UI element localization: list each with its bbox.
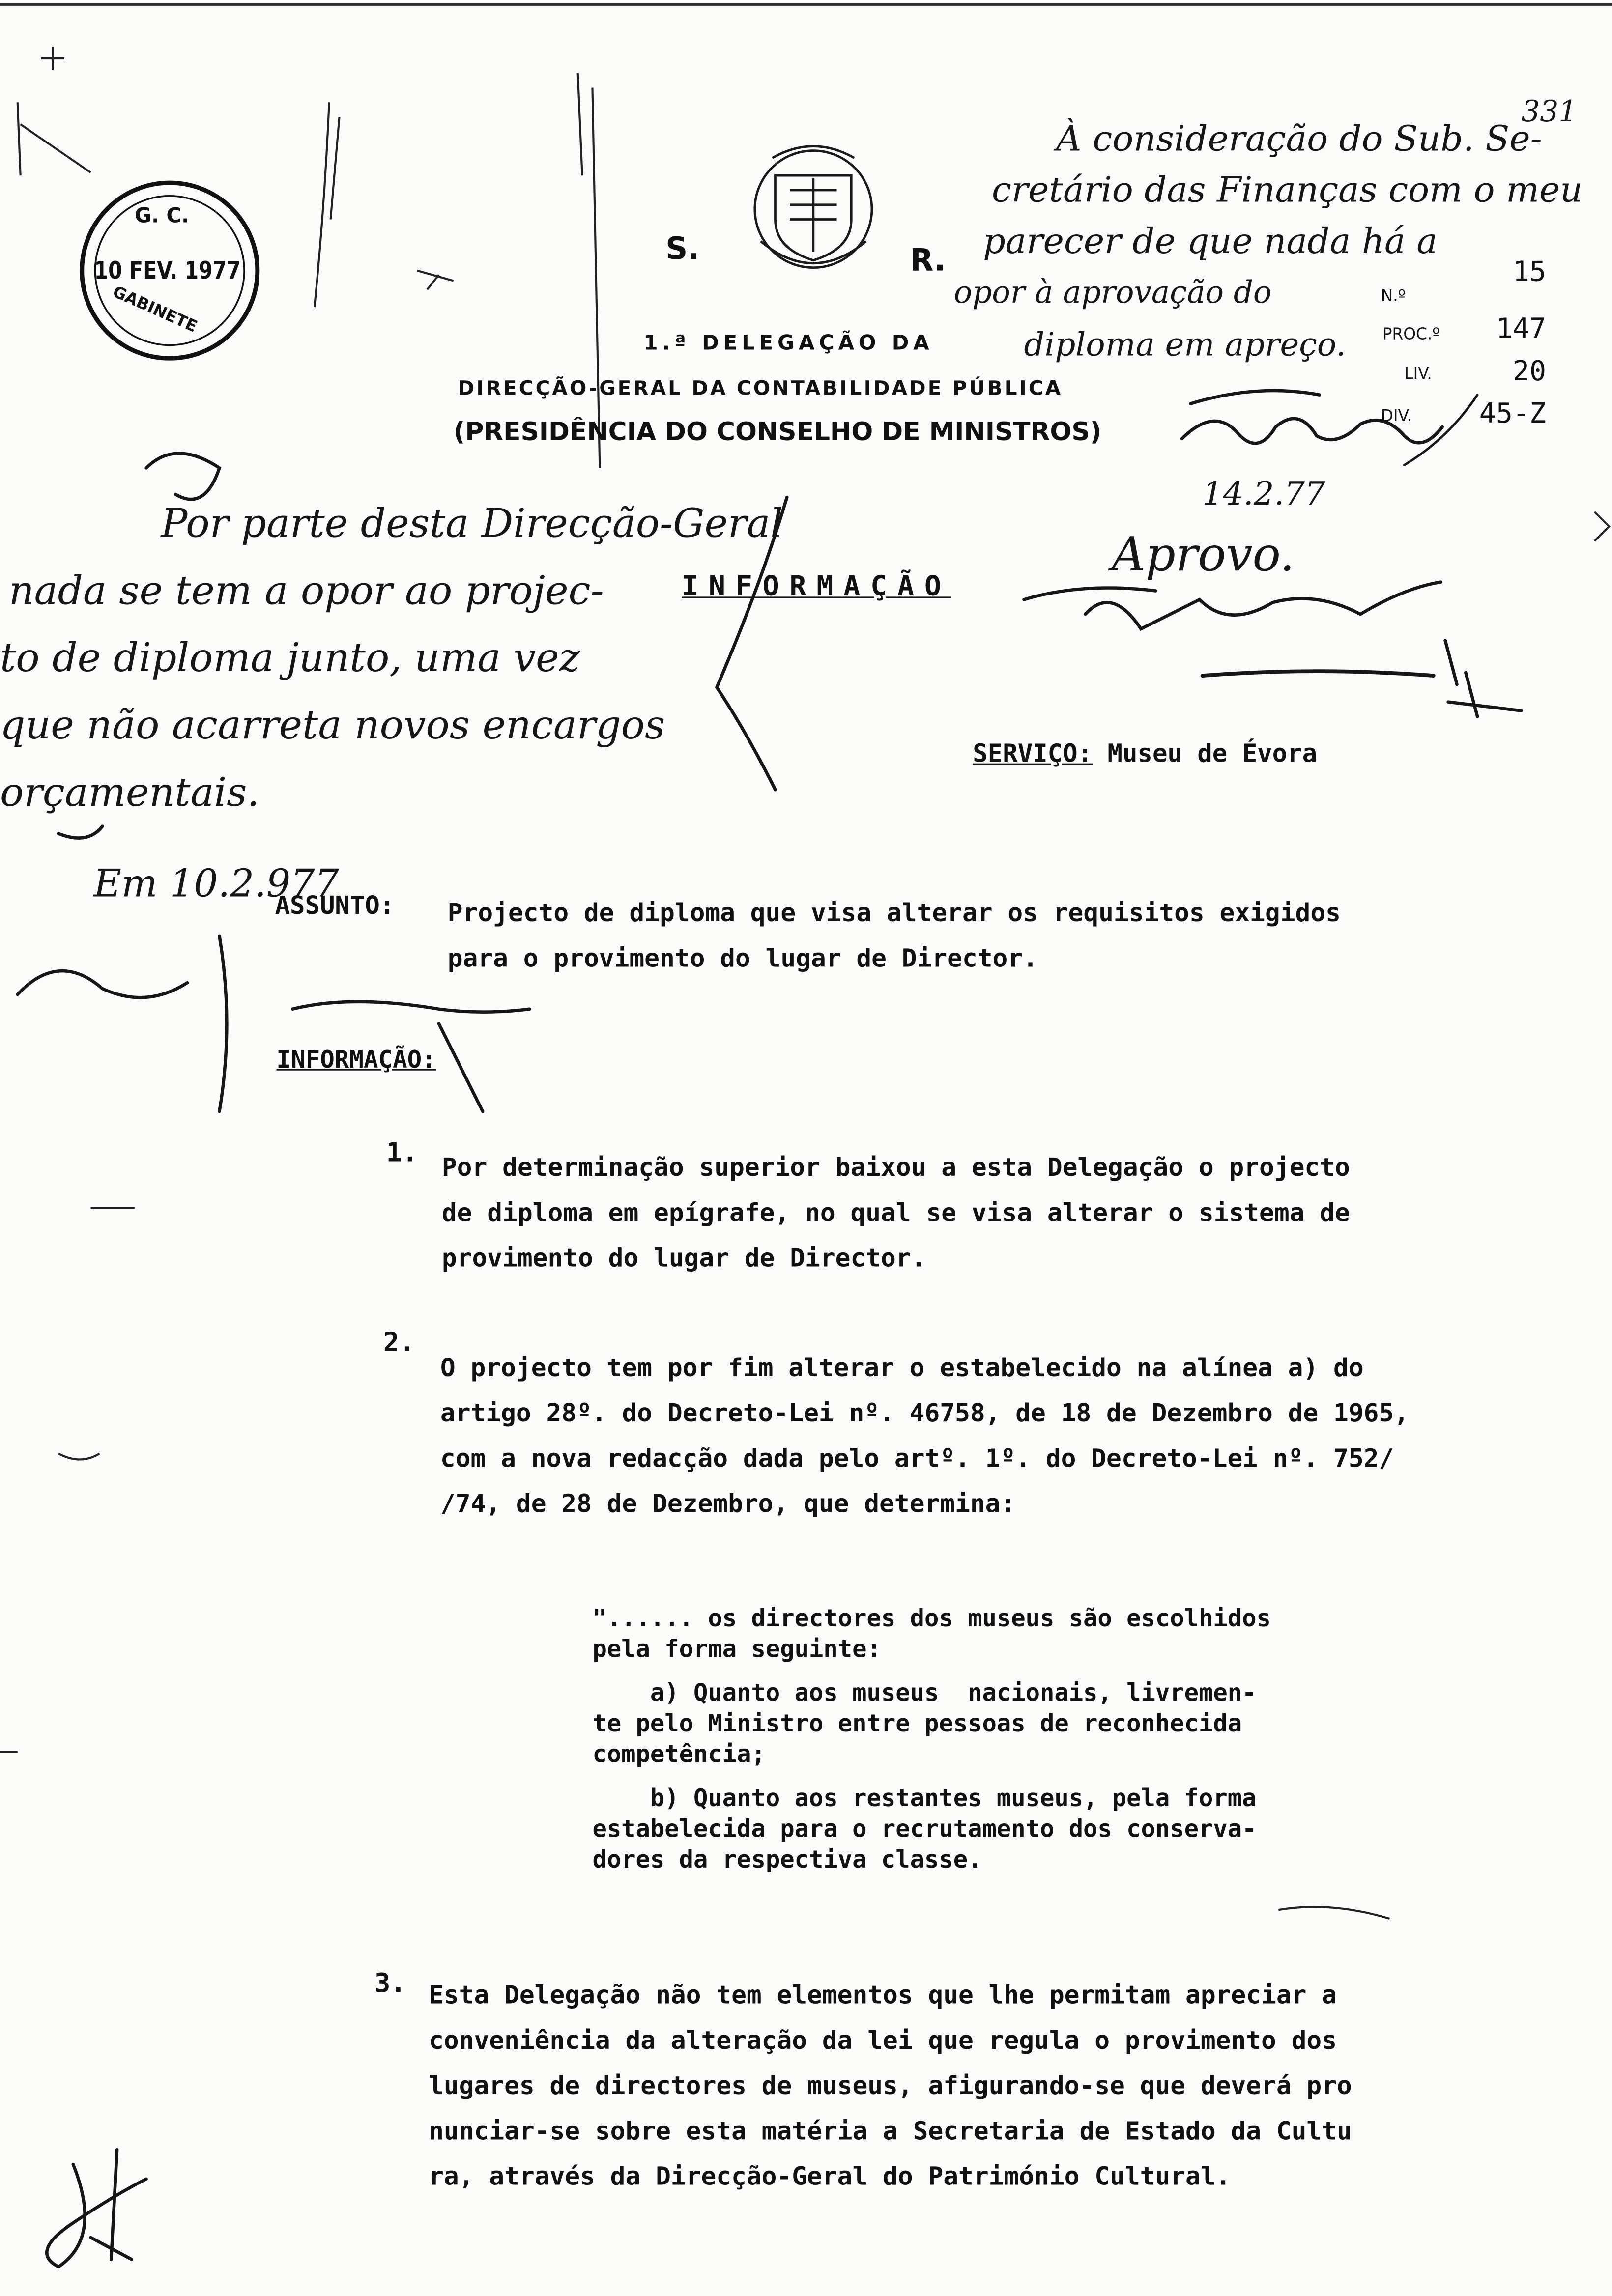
paragraph-line: provimento do lugar de Director.: [441, 1244, 926, 1274]
note-line: que não acarreta novos encargos: [0, 703, 665, 749]
servico-line: [973, 740, 1317, 769]
letterhead-r: R.: [910, 243, 946, 278]
paragraph-1: [442, 1146, 1350, 1282]
liv-label: LIV.: [1404, 364, 1432, 383]
assunto-text: [448, 892, 1341, 983]
note-line-diploma: diploma em apreço.: [1024, 327, 1347, 365]
assunto-line: para o provimento do lugar de Director.: [447, 944, 1038, 974]
quote-line: b) Quanto aos restantes museus, pela forma: [592, 1784, 1257, 1812]
letterhead-line1: 1.ª DELEGAÇÃO DA: [643, 332, 934, 356]
servico-value: Museu de Évora: [1107, 740, 1318, 769]
note-line: nada se tem a opor ao projec-: [8, 568, 604, 615]
quote-line: pela forma seguinte:: [592, 1635, 881, 1663]
quote-line: te pelo Ministro entre pessoas de reconhecida: [592, 1709, 1242, 1737]
quote-line: a) Quanto aos museus nacionais, livremen-: [592, 1678, 1257, 1707]
paragraph-line: nunciar-se sobre esta matéria a Secretaria de Estado da Cultu: [429, 2117, 1352, 2147]
note-line: opor à aprovação do: [953, 275, 1272, 310]
stamp-top: G. C.: [134, 204, 189, 228]
paragraph-line: artigo 28º. do Decreto-Lei nº. 46758, de 18 de Dezembro de 1965,: [440, 1399, 1410, 1429]
quote-line: estabelecida para o recrutamento dos conserva-: [592, 1814, 1257, 1843]
assunto-line: Projecto de diploma que visa alterar os requisitos exigidos: [447, 899, 1341, 929]
proc-label: PROC.º: [1382, 324, 1440, 344]
document-heading: INFORMAÇÃO: [682, 570, 951, 603]
assunto-label: ASSUNTO:: [275, 892, 395, 922]
paragraph-3-number: 3.: [374, 1968, 406, 1999]
div-label: DIV.: [1381, 406, 1412, 426]
quote-line: dores da respectiva classe.: [592, 1845, 982, 1873]
approval-text: Aprovo.: [1112, 526, 1295, 582]
paragraph-line: de diploma em epígrafe, no qual se visa alterar o sistema de: [441, 1199, 1350, 1229]
no-value: 15: [1512, 255, 1547, 288]
note-line: À consideração do Sub. Se-: [1056, 118, 1542, 160]
paragraph-2-number: 2.: [383, 1328, 415, 1359]
note-line: orçamentais.: [0, 770, 259, 816]
paragraph-line: /74, de 28 de Dezembro, que determina:: [440, 1490, 1016, 1520]
paragraph-line: Por determinação superior baixou a esta Delegação o projecto: [441, 1154, 1350, 1183]
handwritten-note-top-right: [953, 114, 1583, 319]
paragraph-line: O projecto tem por fim alterar o estabelecido na alínea a) do: [440, 1354, 1364, 1384]
informacao-label: INFORMAÇÃO:: [276, 1046, 436, 1074]
div-value: 45-Z: [1479, 397, 1547, 430]
quotation: [592, 1603, 1270, 1875]
paragraph-3: [429, 1974, 1352, 2201]
note-line: cretário das Finanças com o meu: [991, 170, 1583, 211]
paragraph-line: lugares de directores de museus, afigurando-se que deverá pro: [429, 2072, 1352, 2102]
paragraph-line: conveniência da alteração da lei que regula o provimento dos: [429, 2027, 1337, 2056]
proc-value: 147: [1496, 312, 1547, 345]
letterhead-line2: DIRECÇÃO-GERAL DA CONTABILIDADE PÚBLICA: [458, 377, 1063, 401]
stamp-date: 10 FEV. 1977: [94, 256, 241, 285]
no-label: N.º: [1381, 286, 1406, 306]
note-line: to de diploma junto, uma vez: [0, 636, 580, 682]
paragraph-2: [440, 1347, 1409, 1528]
stamp-bottom: GABINETE: [110, 282, 200, 337]
paragraph-line: Esta Delegação não tem elementos que lhe permitam apreciar a: [429, 1982, 1337, 2011]
quote-line: competência;: [592, 1740, 766, 1768]
liv-value: 20: [1512, 355, 1547, 388]
note-date: 14.2.77: [1202, 477, 1325, 513]
letterhead-line3: (PRESIDÊNCIA DO CONSELHO DE MINISTROS): [453, 418, 1102, 448]
paragraph-line: ra, através da Direcção-Geral do Património Cultural.: [429, 2163, 1231, 2192]
left-note-date: Em 10.2.977: [93, 863, 339, 907]
coat-of-arms-emblem: [755, 146, 872, 268]
handwritten-note-left: [0, 491, 783, 828]
paragraph-1-number: 1.: [386, 1137, 418, 1169]
note-line: parecer de que nada há a: [983, 221, 1438, 262]
quote-line: "...... os directores dos museus são escolhidos: [592, 1604, 1271, 1632]
paragraph-line: com a nova redacção dada pelo artº. 1º. do Decreto-Lei nº. 752/: [440, 1445, 1394, 1474]
servico-label: SERVIÇO:: [973, 740, 1093, 769]
letterhead-s: S.: [665, 231, 700, 266]
note-line: Por parte desta Direcção-Geral: [161, 501, 783, 547]
page-number: 331: [1521, 93, 1578, 129]
